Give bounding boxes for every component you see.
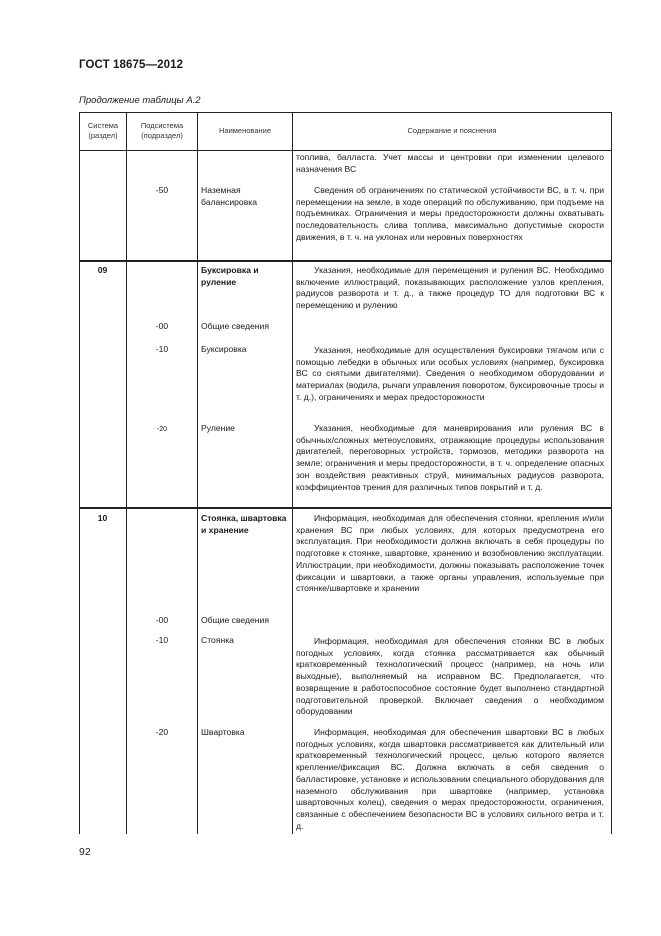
table-caption: Продолжение таблицы А.2 (79, 95, 201, 106)
row-content-cell: Сведения об ограничениях по статической устойчивости ВС, в т. ч. при перемещении на земле, в ходе операций по обслуживанию, при подъеме на подъемниках. Ограничения и меры предосторожности должны охватывать последовательность слива топлива, максимально допустимые скорости движения, в т. ч. на уклонах или неровных поверхностях (296, 185, 604, 242)
row-content-cell: Указания, необходимые для перемещения и руления ВС. Необходимо включение иллюстраций, показывающих расположение узлов крепления, радиусов разворота и т. д., а также процедур ТО для подготовки ВС к перемещению и рулению (296, 265, 604, 311)
column-border-system (126, 112, 127, 834)
column-header-subsystem: Подсистема (подраздел) (140, 121, 184, 140)
column-border-subsystem (197, 112, 198, 834)
row-content-cell: Указания, необходимые для осуществления буксировки тягачом или с помощью лебедки в обычных или особых условиях (например, буксировка ВС со снятыми двигателями). Сведения о необходимом оборудовании и материалах (водила, рычаги управления поворотом, буксировочные тросы и т. д.), ограничениях и мерах предосторожности (296, 345, 604, 402)
row-name-cell: Общие сведения (201, 321, 269, 331)
section-divider-09 (79, 260, 612, 262)
row-content-cell: топлива, балласта. Учет массы и центровки при изменении целевого назначения ВС (296, 152, 604, 174)
column-border-name (292, 112, 293, 834)
column-header-system: Система (раздел) (87, 121, 119, 140)
subsystem-code: -00 (155, 321, 169, 331)
row-name-cell: Общие сведения (201, 615, 269, 625)
document-standard-title: ГОСТ 18675—2012 (79, 59, 184, 71)
subsystem-code: -00 (155, 615, 169, 625)
row-name-cell: Стоянка (201, 635, 234, 645)
section-divider-10 (79, 507, 612, 509)
subsystem-code: -20 (155, 727, 169, 737)
subsystem-code: -20 (156, 426, 168, 433)
page-number: 92 (79, 846, 91, 858)
column-border-right (611, 112, 612, 834)
row-content-cell: Информация, необходимая для обеспечения стоянки, крепления и/или хранения ВС при любых условиях, для которых предусмотрена его эксплуатация. При необходимости должна включать в себя процедуры по подготовке к стоянке, швартовке, хранению и возобновлению эксплуатации. Иллюстрации, при необходимости, должны показывать расположение точек фиксации и швартовки, а также органы управления, используемые при стоянке/швартовке и хранении (296, 513, 604, 594)
header-bottom-border (79, 150, 612, 151)
row-content-cell: Информация, необходимая для обеспечения стоянки ВС в любых погодных условиях, когда стоянка рассматривается как обычный кратковременный технологический процесс (например, на ночь или выходные), выполняемый на исправном ВС. Предполагается, что возвращение в работоспособное состояние будет выполнено стандартной подготовительной проверкой. Включает сведения о необходимом оборудовании (296, 636, 604, 717)
system-code: 10 (97, 513, 108, 523)
row-name-cell: Наземная балансировка (201, 185, 257, 207)
row-name-cell: Буксировка (201, 344, 247, 354)
subsystem-code: -10 (155, 635, 169, 645)
row-content-cell: Указания, необходимые для маневрирования или руления ВС в обычных/сложных метеоусловиях, отражающие процедуры использования двигателей, переговорных устройств, тормозов, методики разворота на земле; ограничения и меры предосторожности, в т. ч. определение опасных зон воздействия реактивных струй, минимальных радиусов разворота, коэффициентов трения для различных типов покрытий и т. д. (296, 423, 604, 492)
column-header-content: Содержание и пояснения (407, 126, 497, 135)
row-name-cell: Руление (201, 423, 235, 433)
row-name-cell: Швартовка (201, 727, 245, 737)
column-border-left (79, 112, 80, 834)
content-table (79, 112, 612, 834)
subsystem-code: -50 (155, 185, 169, 195)
row-name-cell: Буксировка и руление (201, 265, 259, 287)
column-header-name: Наименование (219, 126, 271, 135)
subsystem-code: -10 (155, 344, 169, 354)
row-name-cell: Стоянка, швартовка и хранение (201, 513, 287, 535)
system-code: 09 (97, 265, 108, 275)
row-content-cell: Информация, необходимая для обеспечения швартовки ВС в любых погодных условиях, когда швартовка рассматривается как длительный или кратковременный технологический процесс, целью которого является крепление/фиксация ВС. Должна включать в себя сведения о балластировке, установке и использовании специального оборудования для наземного обслуживания при швартовке (например, установка швартовочных колец), сведения о мерах предосторожности, ограничения, связанные с обеспечением безопасности ВС в условиях сильного ветра и т. д. (296, 727, 604, 831)
